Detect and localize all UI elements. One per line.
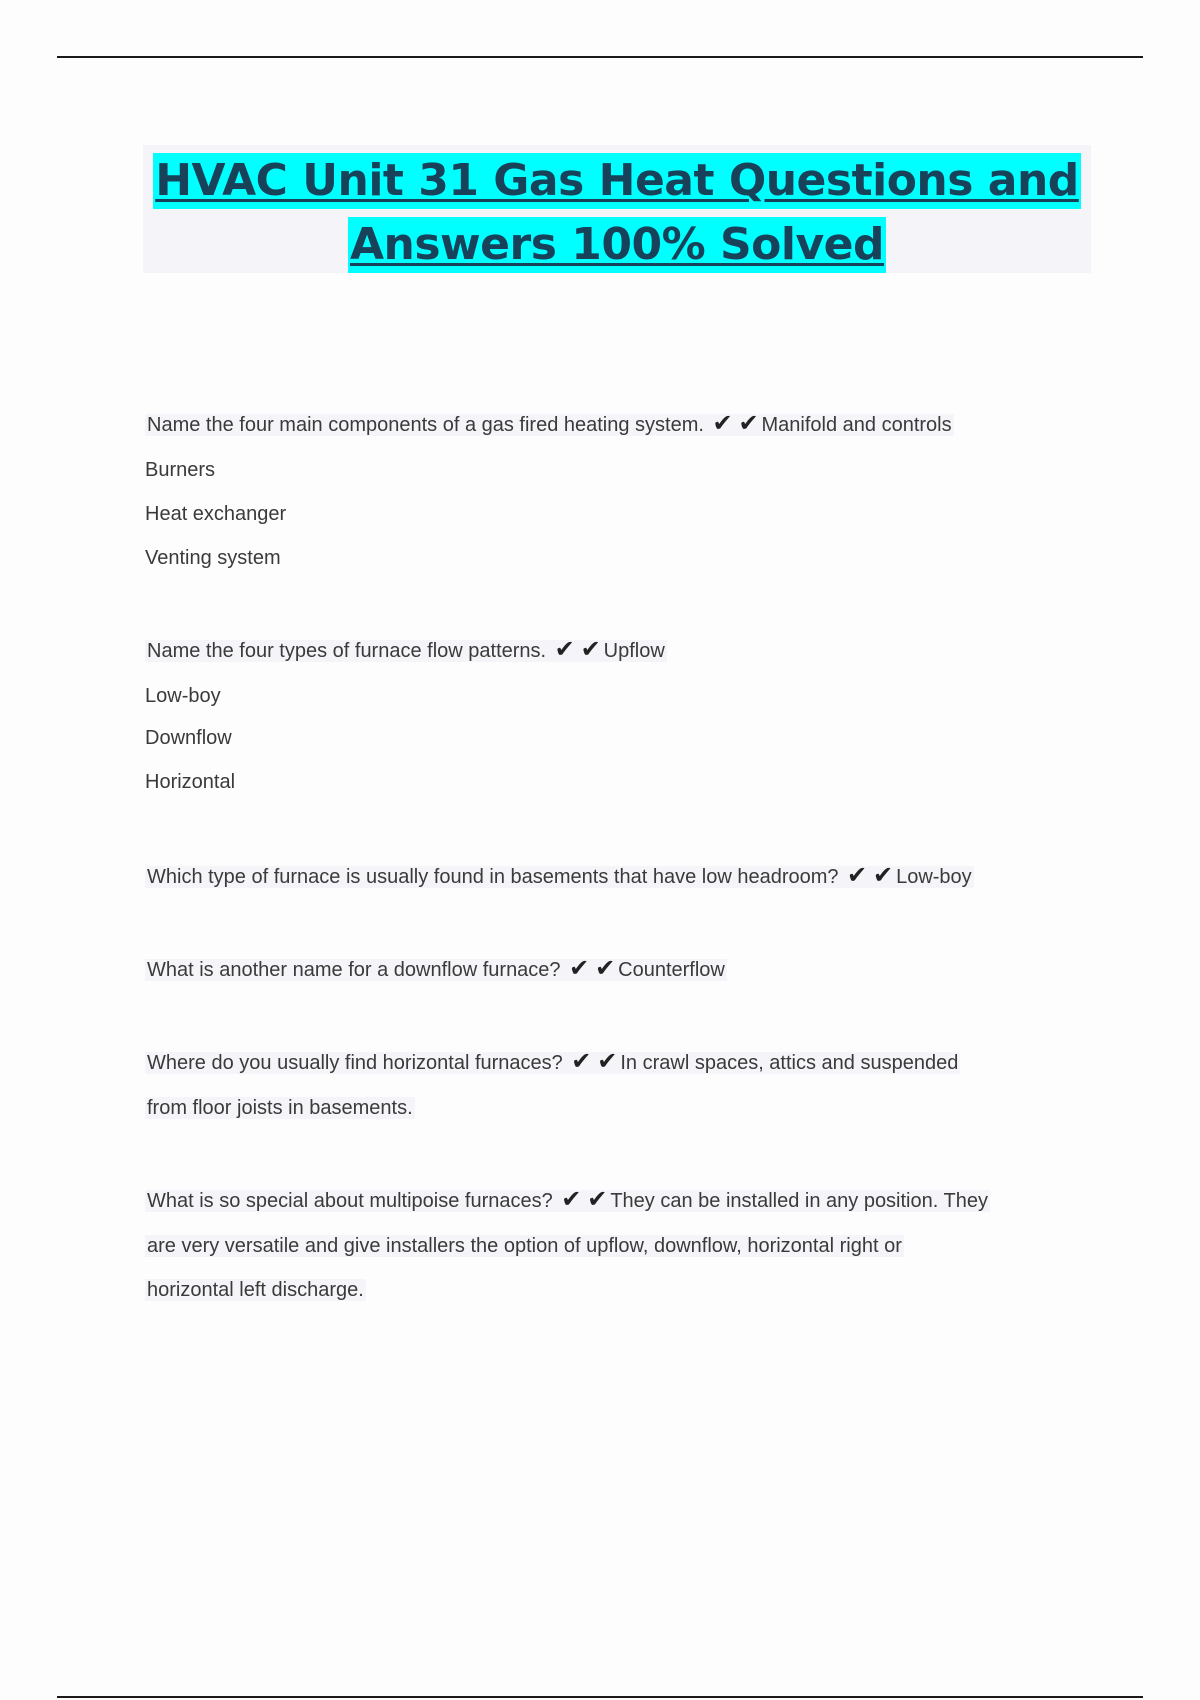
check-icon: ✔ (595, 955, 616, 982)
answer-text: They can be installed in any position. They (610, 1190, 988, 1212)
answer-text: In crawl spaces, attics and suspended (620, 1052, 959, 1074)
qa-item-4 (145, 954, 1095, 984)
qa-item-6 (145, 1185, 1095, 1305)
question-text: What is so special about multipoise furnaces? (147, 1190, 553, 1212)
check-icon: ✔ (571, 1048, 592, 1075)
check-icon: ✔ (597, 1048, 618, 1075)
check-icon: ✔ (580, 636, 601, 663)
top-rule (57, 56, 1143, 58)
answer-line: Heat exchanger (145, 503, 287, 525)
answer-line: are very versatile and give installers the option of upflow, downflow, horizontal right or (147, 1235, 902, 1257)
check-icon: ✔ (847, 862, 868, 889)
answer-line: horizontal left discharge. (147, 1279, 364, 1301)
document-title (143, 145, 1091, 273)
question-text: Name the four main components of a gas fired heating system. (147, 414, 704, 436)
question-text: Where do you usually find horizontal furnaces? (147, 1052, 563, 1074)
answer-text: Low-boy (896, 866, 972, 888)
answer-line: Venting system (145, 547, 281, 569)
check-icon: ✔ (587, 1186, 608, 1213)
answer-line: Horizontal (145, 771, 236, 793)
check-icon: ✔ (738, 410, 759, 437)
answer-line: from floor joists in basements. (147, 1097, 413, 1119)
answer-line: Downflow (145, 727, 232, 749)
qa-item-3 (145, 861, 1095, 891)
check-icon: ✔ (873, 862, 894, 889)
answer-text: Counterflow (618, 959, 725, 981)
question-text: Name the four types of furnace flow patterns. (147, 640, 547, 662)
answer-line: Low-boy (145, 685, 221, 707)
check-icon: ✔ (561, 1186, 582, 1213)
check-icon: ✔ (712, 410, 733, 437)
answer-text: Upflow (603, 640, 665, 662)
answer-line: Burners (145, 459, 216, 481)
answer-text: Manifold and controls (761, 414, 952, 436)
bottom-rule (57, 1696, 1143, 1698)
title-line-2: Answers 100% Solved (348, 217, 886, 273)
question-text: Which type of furnace is usually found in basements that have low headroom? (147, 866, 839, 888)
question-text: What is another name for a downflow furnace? (147, 959, 561, 981)
title-line-1: HVAC Unit 31 Gas Heat Questions and (153, 153, 1081, 209)
check-icon: ✔ (569, 955, 590, 982)
check-icon: ✔ (554, 636, 575, 663)
qa-item-1 (145, 409, 1095, 573)
qa-item-2 (145, 635, 1095, 797)
qa-item-5 (145, 1047, 1095, 1123)
